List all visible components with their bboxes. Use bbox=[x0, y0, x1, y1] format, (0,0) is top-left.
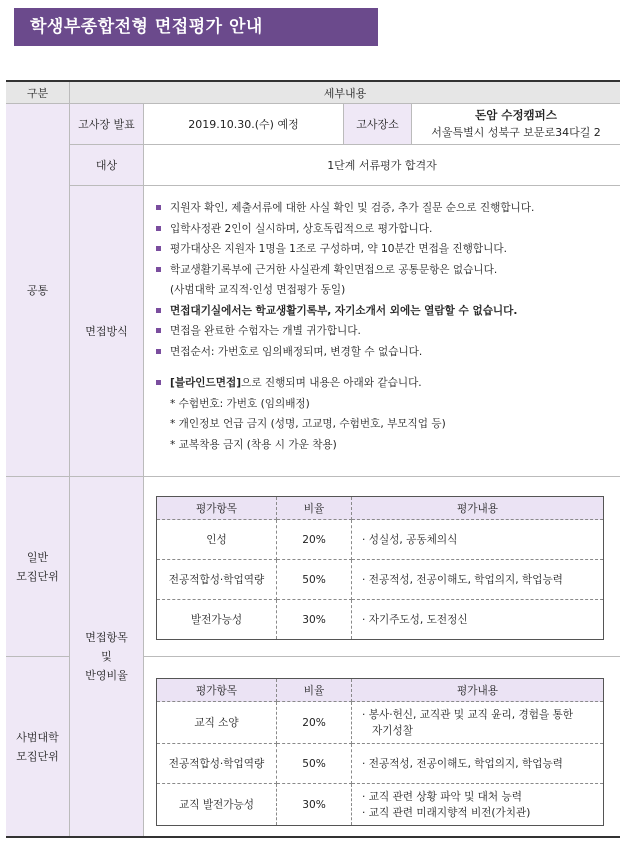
column-header: 비율 bbox=[277, 497, 352, 520]
column-header: 평가항목 bbox=[157, 497, 277, 520]
bullet-note: (사범대학 교직적·인성 면접평가 동일) bbox=[170, 284, 346, 296]
ratio-label: 면접항목 및 반영비율 bbox=[70, 477, 144, 836]
blind-item: * 수험번호: 가번호 (임의배정) bbox=[170, 397, 310, 410]
header-details: 세부내용 bbox=[70, 82, 620, 104]
announce-label: 고사장 발표 bbox=[70, 104, 144, 145]
venue-label: 고사장소 bbox=[344, 104, 412, 145]
target-value: 1단계 서류평가 합격자 bbox=[144, 145, 620, 186]
column-header: 평가내용 bbox=[352, 497, 604, 520]
method-bullets bbox=[144, 186, 620, 477]
table-row: 전공적합성·학업역량 50% · 전공적성, 전공이해도, 학업의지, 학업능력 bbox=[157, 560, 604, 600]
column-header: 평가항목 bbox=[157, 679, 277, 702]
table-row: 발전가능성 30% · 자기주도성, 도전정신 bbox=[157, 600, 604, 640]
list-item: 면접을 완료한 수험자는 개별 귀가합니다. bbox=[156, 321, 620, 342]
blind-item: * 개인정보 언급 금지 (성명, 고교명, 수험번호, 부모직업 등) bbox=[170, 418, 446, 430]
teacher-criteria-table bbox=[156, 678, 604, 826]
table-row: 전공적합성·학업역량 50% · 전공적성, 전공이해도, 학업의지, 학업능력 bbox=[157, 744, 604, 784]
header-category: 구분 bbox=[6, 82, 70, 104]
list-item: 평가대상은 지원자 1명을 1조로 구성하며, 약 10분간 면접을 진행합니다. bbox=[156, 239, 620, 260]
venue-address: 서울특별시 성북구 보문로34다길 2 bbox=[431, 126, 601, 139]
blind-item: * 교복착용 금지 (착용 시 가운 착용) bbox=[170, 438, 337, 451]
venue-value bbox=[412, 104, 620, 145]
announce-value: 2019.10.30.(수) 예정 bbox=[144, 104, 344, 145]
table-row: 인성 20% · 성실성, 공동체의식 bbox=[157, 520, 604, 560]
column-header: 비율 bbox=[277, 679, 352, 702]
list-item: [블라인드면접]으로 진행되며 내용은 아래와 같습니다. bbox=[156, 373, 620, 394]
method-label: 면접방식 bbox=[70, 186, 144, 477]
list-item: 입학사정관 2인이 실시하며, 상호독립적으로 평가합니다. bbox=[156, 219, 620, 240]
list-item: 학교생활기록부에 근거한 사실관계 확인면접으로 공통문항은 없습니다. bbox=[156, 260, 620, 281]
section-general-label: 일반 모집단위 bbox=[6, 477, 70, 657]
section-common-label: 공통 bbox=[6, 104, 70, 477]
column-header: 평가내용 bbox=[352, 679, 604, 702]
page-title: 학생부종합전형 면접평가 안내 bbox=[14, 8, 378, 46]
section-teacher-label: 사범대학 모집단위 bbox=[6, 657, 70, 836]
venue-name: 돈암 수정캠퍼스 bbox=[475, 108, 557, 122]
list-item: 지원자 확인, 제출서류에 대한 사실 확인 및 검증, 추가 질문 순으로 진행합니다. bbox=[156, 198, 620, 219]
info-table bbox=[6, 80, 620, 838]
general-criteria-table bbox=[156, 496, 604, 640]
target-label: 대상 bbox=[70, 145, 144, 186]
list-item: 면접순서: 가번호로 임의배정되며, 변경할 수 없습니다. bbox=[156, 342, 620, 363]
table-row: 교직 소양 20% · 봉사·헌신, 교직관 및 교직 윤리, 경험을 통한 자기성찰 bbox=[157, 702, 604, 744]
table-row: 교직 발전가능성 30% · 교직 관련 상황 파악 및 대처 능력 · 교직 관련 미래지향적 비전(가치관) bbox=[157, 784, 604, 826]
list-item: 면접대기실에서는 학교생활기록부, 자기소개서 외에는 열람할 수 없습니다. bbox=[156, 301, 620, 322]
